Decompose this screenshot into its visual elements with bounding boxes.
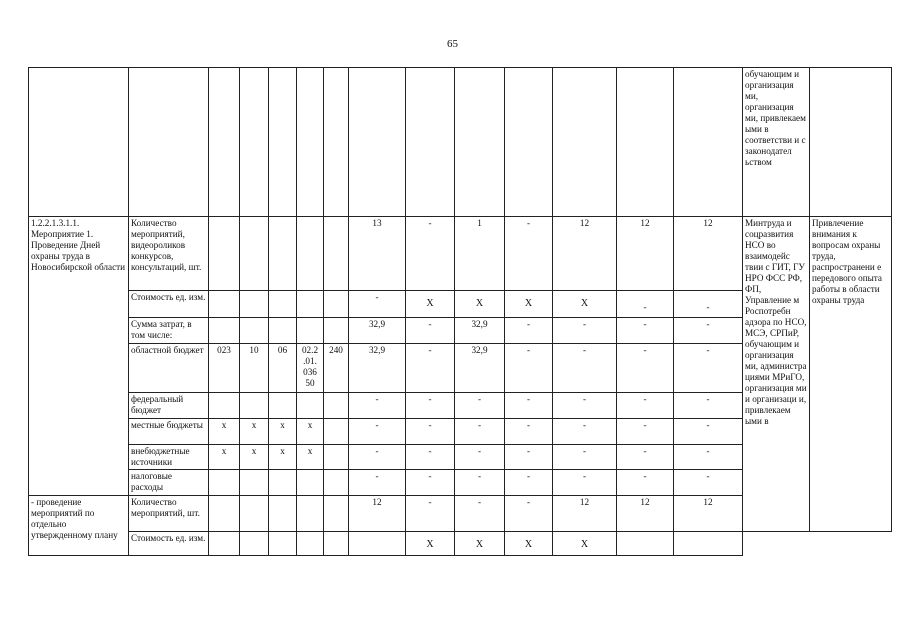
value-cell: - (406, 445, 455, 470)
cell (240, 496, 269, 532)
cell (209, 68, 240, 217)
csr-cell (297, 470, 324, 496)
executor-cell: обучающим и организация ми, организация ми, привлекаем ыми в соответстви и с законодател ьством (743, 68, 810, 217)
result-cell (810, 68, 892, 217)
value-cell (674, 532, 743, 556)
value-cell: 1 (455, 217, 505, 291)
value-text: X (580, 298, 589, 309)
value-text: X (426, 539, 434, 550)
table-row (29, 532, 892, 556)
cell (455, 68, 505, 217)
indicator-name: Количество мероприятий, видеороликов конкурсов, консультаций, шт. (129, 217, 209, 291)
activity-code: - проведение мероприятий по отдельно утвержденному плану (29, 496, 129, 556)
cell (349, 68, 406, 217)
value-cell: - (505, 393, 553, 419)
value-cell: - (617, 419, 674, 445)
value-cell (406, 532, 455, 556)
value-cell: - (553, 393, 617, 419)
value-text: X (475, 539, 484, 550)
indicator-name: местные бюджеты (129, 419, 209, 445)
value-cell: - (349, 419, 406, 445)
value-cell: - (505, 344, 553, 393)
pr-cell (269, 393, 297, 419)
value-cell (406, 291, 455, 318)
continuation-row (29, 68, 892, 217)
indicator-name: областной бюджет (129, 344, 209, 393)
grbs-cell: 023 (209, 344, 240, 393)
vr-cell (324, 470, 349, 496)
value-cell: 32,9 (349, 318, 406, 344)
rz-cell: 10 (240, 344, 269, 393)
vr-cell (324, 291, 349, 318)
value-cell (455, 291, 505, 318)
value-cell: - (617, 393, 674, 419)
value-cell: - (406, 344, 455, 393)
value-cell: 13 (349, 217, 406, 291)
pr-cell (269, 318, 297, 344)
pr-cell: x (269, 419, 297, 445)
value-cell: - (406, 393, 455, 419)
value-text: X (524, 298, 533, 309)
value-cell (505, 291, 553, 318)
cell (553, 68, 617, 217)
value-cell (455, 532, 505, 556)
value-text: X (524, 539, 533, 550)
pr-cell: 06 (269, 344, 297, 393)
activity-code: 1.2.2.1.3.1.1. Мероприятие 1. Проведение Дней охраны труда в Новосибирской области (29, 217, 129, 496)
rz-cell (240, 217, 269, 291)
value-cell: - (553, 318, 617, 344)
cell (129, 68, 209, 217)
vr-cell (324, 393, 349, 419)
value-cell: - (674, 445, 743, 470)
value-cell: 32,9 (455, 318, 505, 344)
value-cell: - (455, 445, 505, 470)
indicator-name: федеральный бюджет (129, 393, 209, 419)
cell (505, 68, 553, 217)
value-cell: - (349, 445, 406, 470)
value-text: X (475, 298, 484, 309)
vr-cell: 240 (324, 344, 349, 393)
table-row (29, 217, 892, 291)
pr-cell (269, 291, 297, 318)
cell (209, 496, 240, 532)
csr-cell (297, 217, 324, 291)
indicator-name: Стоимость ед. изм. (129, 532, 209, 556)
cell (269, 496, 297, 532)
value-cell: - (674, 470, 743, 496)
value-text: - (643, 302, 647, 312)
value-cell: 12 (674, 496, 743, 532)
grbs-cell (209, 393, 240, 419)
cell (269, 68, 297, 217)
value-cell: - (674, 419, 743, 445)
cell (240, 68, 269, 217)
value-cell: - (505, 470, 553, 496)
cell (324, 68, 349, 217)
value-cell: - (617, 445, 674, 470)
value-cell: - (553, 344, 617, 393)
value-cell: - (455, 496, 505, 532)
value-cell: - (553, 445, 617, 470)
cell (209, 532, 240, 556)
executor-cell: Минтруда и соцразвития НСО во взаимодейс твии с ГИТ, ГУ НРО ФСС РФ, ФП, Управление м Роспотребн адзора по НСО, МСЭ, СРПиР, обучающим и организация ми, администра циями МРиГО, организация ми и организаци и, привлекаем ыми в (743, 217, 810, 532)
csr-cell (297, 318, 324, 344)
value-text: X (580, 539, 589, 550)
value-cell: 12 (553, 496, 617, 532)
value-cell: - (505, 217, 553, 291)
value-cell: 32,9 (455, 344, 505, 393)
value-cell: - (617, 470, 674, 496)
grbs-cell (209, 217, 240, 291)
cell (406, 68, 455, 217)
cell (617, 68, 674, 217)
grbs-cell: x (209, 445, 240, 470)
value-cell: - (406, 470, 455, 496)
value-cell (617, 532, 674, 556)
vr-cell (324, 419, 349, 445)
value-cell (674, 291, 743, 318)
value-cell: 12 (553, 217, 617, 291)
value-cell: - (505, 419, 553, 445)
vr-cell (324, 445, 349, 470)
rz-cell: x (240, 445, 269, 470)
value-cell (553, 291, 617, 318)
value-cell: - (455, 393, 505, 419)
cell (324, 496, 349, 532)
value-cell: - (455, 470, 505, 496)
value-cell: - (674, 318, 743, 344)
pr-cell: x (269, 445, 297, 470)
value-cell: - (349, 470, 406, 496)
value-cell: - (674, 393, 743, 419)
csr-cell: x (297, 445, 324, 470)
cell (297, 496, 324, 532)
grbs-cell (209, 291, 240, 318)
pr-cell (269, 470, 297, 496)
value-cell (553, 532, 617, 556)
cell (674, 68, 743, 217)
rz-cell (240, 318, 269, 344)
program-activities-table (28, 67, 892, 556)
grbs-cell: x (209, 419, 240, 445)
value-cell: - (349, 393, 406, 419)
value-cell: - (553, 470, 617, 496)
cell (324, 532, 349, 556)
cell (297, 68, 324, 217)
value-cell: 12 (617, 217, 674, 291)
grbs-cell (209, 318, 240, 344)
indicator-name: внебюджетные источники (129, 445, 209, 470)
rz-cell (240, 291, 269, 318)
value-cell: - (553, 419, 617, 445)
indicator-name: Количество мероприятий, шт. (129, 496, 209, 532)
rz-cell (240, 470, 269, 496)
indicator-name: Стоимость ед. изм. (129, 291, 209, 318)
grbs-cell (209, 470, 240, 496)
value-text: X (426, 298, 434, 309)
value-cell: 12 (617, 496, 674, 532)
value-cell: - (617, 318, 674, 344)
csr-cell (297, 291, 324, 318)
csr-cell (297, 393, 324, 419)
value-cell: - (505, 445, 553, 470)
indicator-name: Сумма затрат, в том числе: (129, 318, 209, 344)
cell (269, 532, 297, 556)
value-cell: - (617, 344, 674, 393)
value-cell: - (455, 419, 505, 445)
vr-cell (324, 318, 349, 344)
value-cell (617, 291, 674, 318)
csr-cell: x (297, 419, 324, 445)
pr-cell (269, 217, 297, 291)
value-cell: - (505, 496, 553, 532)
cell (240, 532, 269, 556)
csr-cell: 02.2 .01. 036 50 (297, 344, 324, 393)
value-cell: - (406, 419, 455, 445)
vr-cell (324, 217, 349, 291)
value-cell: - (406, 496, 455, 532)
rz-cell (240, 393, 269, 419)
page-number: 65 (447, 38, 458, 50)
value-cell: 12 (349, 496, 406, 532)
value-cell (349, 532, 406, 556)
value-cell: - (406, 217, 455, 291)
value-text: - (706, 302, 710, 312)
result-cell: Привлечение внимания к вопросам охраны труда, распространени е передового опыта работы в области охраны труда (810, 217, 892, 532)
cell (297, 532, 324, 556)
value-cell: 12 (674, 217, 743, 291)
indicator-name: налоговые расходы (129, 470, 209, 496)
value-cell: - (406, 318, 455, 344)
cell (29, 68, 129, 217)
value-cell: - (349, 291, 406, 318)
value-cell: - (505, 318, 553, 344)
rz-cell: x (240, 419, 269, 445)
value-cell: 32,9 (349, 344, 406, 393)
value-cell (505, 532, 553, 556)
value-cell: - (674, 344, 743, 393)
